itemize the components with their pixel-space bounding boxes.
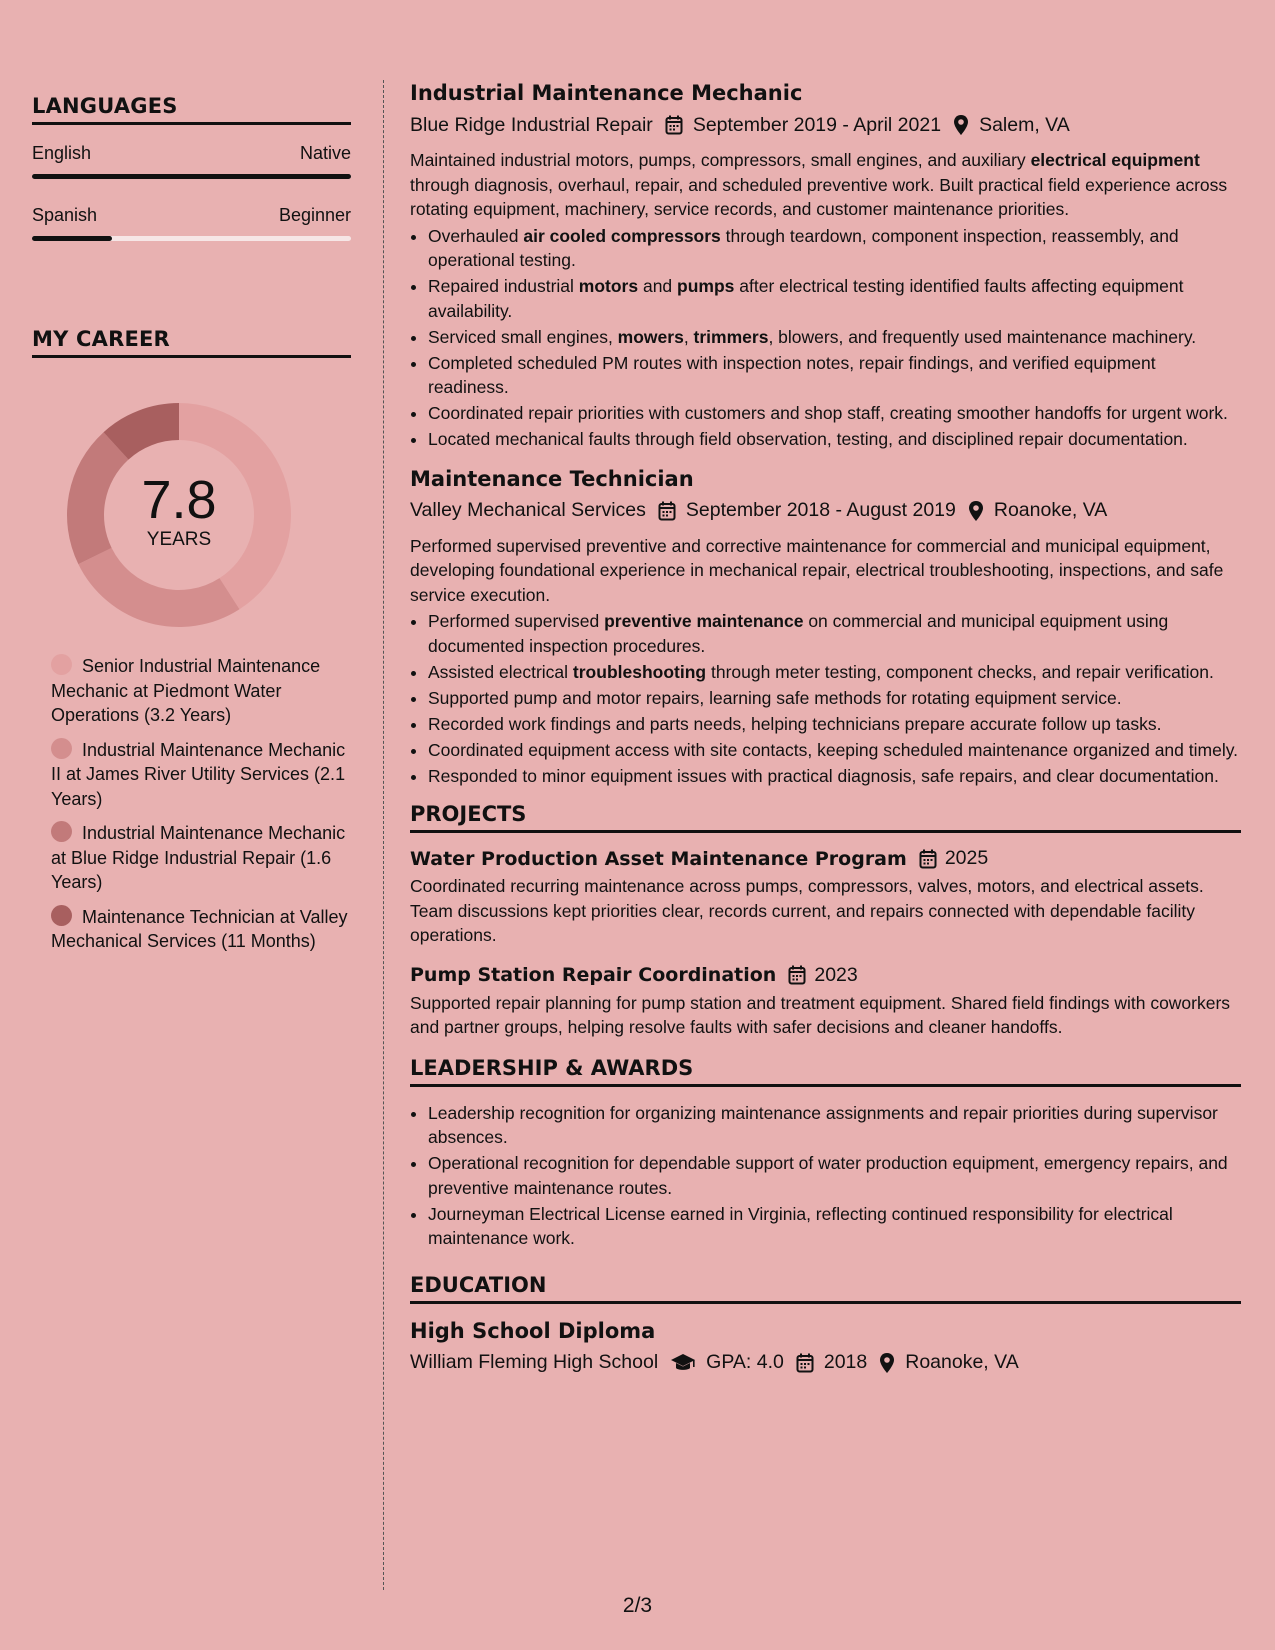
legend-label: Maintenance Technician at Valley Mechanical Services (11 Months)	[51, 906, 348, 951]
job-bullet: • Assisted electrical troubleshooting through meter testing, component checks, and repair verification.	[428, 660, 1241, 685]
awards-heading: LEADERSHIP & AWARDS	[410, 1056, 1241, 1087]
project-description: Coordinated recurring maintenance across pumps, compressors, valves, motors, and electrical assets. Team discussions kept priorities clear, records current, and repairs connected with dependable facility operations.	[410, 876, 1204, 945]
job-bullet: • Coordinated repair priorities with customers and shop staff, creating smoother handoffs for urgent work.	[428, 401, 1241, 426]
project-title: Water Production Asset Maintenance Program	[410, 847, 907, 870]
project-description: Supported repair planning for pump station and treatment equipment. Shared field findings with coworkers and partner groups, helping resolve faults with safer decisions and cleaner handoffs.	[410, 992, 1231, 1037]
language-item	[32, 143, 351, 179]
education-school: William Fleming High School	[410, 1351, 659, 1373]
career-legend-item	[32, 738, 351, 812]
language-proficiency-bar	[32, 174, 351, 179]
job-title: Maintenance Technician	[410, 466, 694, 491]
language-row	[32, 205, 351, 226]
education-heading: EDUCATION	[410, 1273, 1241, 1304]
legend-dot	[51, 905, 72, 926]
language-name: English	[32, 143, 92, 163]
legend-dot	[51, 821, 72, 842]
project-entry	[410, 964, 1241, 1040]
award-item: • Journeyman Electrical License earned in Virginia, reflecting continued responsibility for electrical maintenance work.	[428, 1202, 1241, 1251]
job-location: Salem, VA	[979, 113, 1070, 136]
job-bullet: • Completed scheduled PM routes with inspection notes, repair findings, and verified equipment readiness.	[428, 351, 1241, 400]
education-gpa: GPA: 4.0	[706, 1351, 784, 1373]
job-location: Roanoke, VA	[993, 499, 1108, 521]
calendar-icon	[919, 849, 937, 869]
donut-center	[64, 400, 294, 630]
language-name: Spanish	[32, 205, 98, 225]
languages-list	[32, 143, 351, 241]
education-year: 2018	[823, 1351, 868, 1373]
language-proficiency-bar	[32, 236, 351, 241]
job-bullet: • Located mechanical faults through field observation, testing, and disciplined repair documentation.	[428, 427, 1241, 452]
language-item	[32, 205, 351, 241]
project-header	[410, 964, 1241, 987]
map-pin-icon	[953, 114, 969, 136]
job-dates: September 2018 - August 2019	[685, 499, 956, 521]
sidebar	[32, 94, 351, 964]
project-entry	[410, 847, 1241, 948]
column-divider	[383, 80, 384, 1590]
award-item: • Operational recognition for dependable support of water production equipment, emergency repairs, and preventive maintenance routes.	[428, 1151, 1241, 1200]
career-heading: MY CAREER	[32, 327, 351, 358]
job-bullet: • Serviced small engines, mowers, trimmers, blowers, and frequently used maintenance machinery.	[428, 325, 1241, 350]
career-total-years: 7.8	[141, 470, 217, 530]
education-meta	[410, 1350, 1241, 1376]
legend-dot	[51, 738, 72, 759]
job-bullets	[410, 224, 1241, 452]
project-year: 2023	[814, 963, 858, 986]
career-legend-item	[32, 905, 351, 954]
project-header	[410, 847, 1241, 870]
awards-list	[410, 1101, 1241, 1251]
education-degree: High School Diploma	[410, 1318, 656, 1343]
legend-label: Industrial Maintenance Mechanic at Blue Ridge Industrial Repair (1.6 Years)	[51, 823, 346, 892]
main-content	[410, 80, 1241, 1386]
legend-dot	[51, 654, 72, 675]
projects-list	[410, 847, 1241, 1040]
project-year: 2025	[944, 847, 989, 869]
map-pin-icon	[879, 1352, 895, 1374]
career-unit-label: YEARS	[146, 529, 212, 550]
job-bullet: • Overhauled air cooled compressors through teardown, component inspection, reassembly, and operational testing.	[428, 224, 1241, 273]
language-proficiency-fill	[32, 174, 351, 179]
job-summary: Performed supervised preventive and corrective maintenance for commercial and municipal equipment, developing foundational experience in mechanical repair, electrical troubleshooting, inspections, and safe service execution.	[410, 535, 1224, 605]
job-company: Valley Mechanical Services	[410, 499, 646, 521]
project-title: Pump Station Repair Coordination	[410, 964, 777, 986]
calendar-icon	[658, 501, 676, 521]
job-title: Industrial Maintenance Mechanic	[410, 81, 803, 105]
job-bullet: • Responded to minor equipment issues with practical diagnosis, safe repairs, and clear documentation.	[428, 764, 1241, 789]
calendar-icon	[788, 965, 806, 985]
job-dates: September 2019 - April 2021	[692, 113, 942, 136]
job-bullet: • Supported pump and motor repairs, learning safe methods for rotating equipment service.	[428, 686, 1241, 711]
map-pin-icon	[968, 500, 984, 522]
projects-heading: PROJECTS	[410, 802, 1241, 833]
career-legend-item	[32, 821, 351, 895]
job-company: Blue Ridge Industrial Repair	[410, 113, 653, 136]
career-legend-item	[32, 654, 351, 728]
graduation-cap-icon	[670, 1353, 696, 1373]
job-bullet: • Performed supervised preventive maintenance on commercial and municipal equipment using documented inspection procedures.	[428, 609, 1241, 658]
language-level: Native	[299, 143, 351, 163]
career-donut-chart	[64, 400, 294, 630]
calendar-icon	[796, 1353, 814, 1373]
job-meta	[410, 498, 1241, 524]
experience-section	[410, 80, 1241, 788]
language-row	[32, 143, 351, 164]
job-meta	[410, 112, 1241, 138]
calendar-icon	[665, 115, 683, 135]
experience-entry	[410, 80, 1241, 452]
legend-label: Senior Industrial Maintenance Mechanic at Piedmont Water Operations (3.2 Years)	[51, 656, 321, 725]
job-bullet: • Coordinated equipment access with site contacts, keeping scheduled maintenance organized and timely.	[428, 738, 1241, 763]
education-location: Roanoke, VA	[905, 1351, 1019, 1373]
legend-label: Industrial Maintenance Mechanic II at James River Utility Services (2.1 Years)	[51, 739, 346, 809]
language-proficiency-fill	[32, 236, 112, 241]
page-number: 2/3	[622, 1594, 653, 1617]
job-bullets	[410, 609, 1241, 788]
job-summary: Maintained industrial motors, pumps, compressors, small engines, and auxiliary electrical equipment through diagnosis, overhaul, repair, and scheduled preventive work. Built practical field experience across rotating equipment, machinery, service records, and customer maintenance priorities.	[410, 150, 1228, 219]
experience-entry	[410, 466, 1241, 789]
languages-heading: LANGUAGES	[32, 94, 351, 125]
language-level: Beginner	[278, 205, 351, 225]
job-bullet: • Repaired industrial motors and pumps after electrical testing identified faults affecting equipment availability.	[428, 274, 1241, 323]
job-bullet: • Recorded work findings and parts needs, helping technicians prepare accurate follow up tasks.	[428, 712, 1241, 737]
award-item: • Leadership recognition for organizing maintenance assignments and repair priorities during supervisor absences.	[428, 1101, 1241, 1150]
career-legend	[32, 654, 351, 954]
